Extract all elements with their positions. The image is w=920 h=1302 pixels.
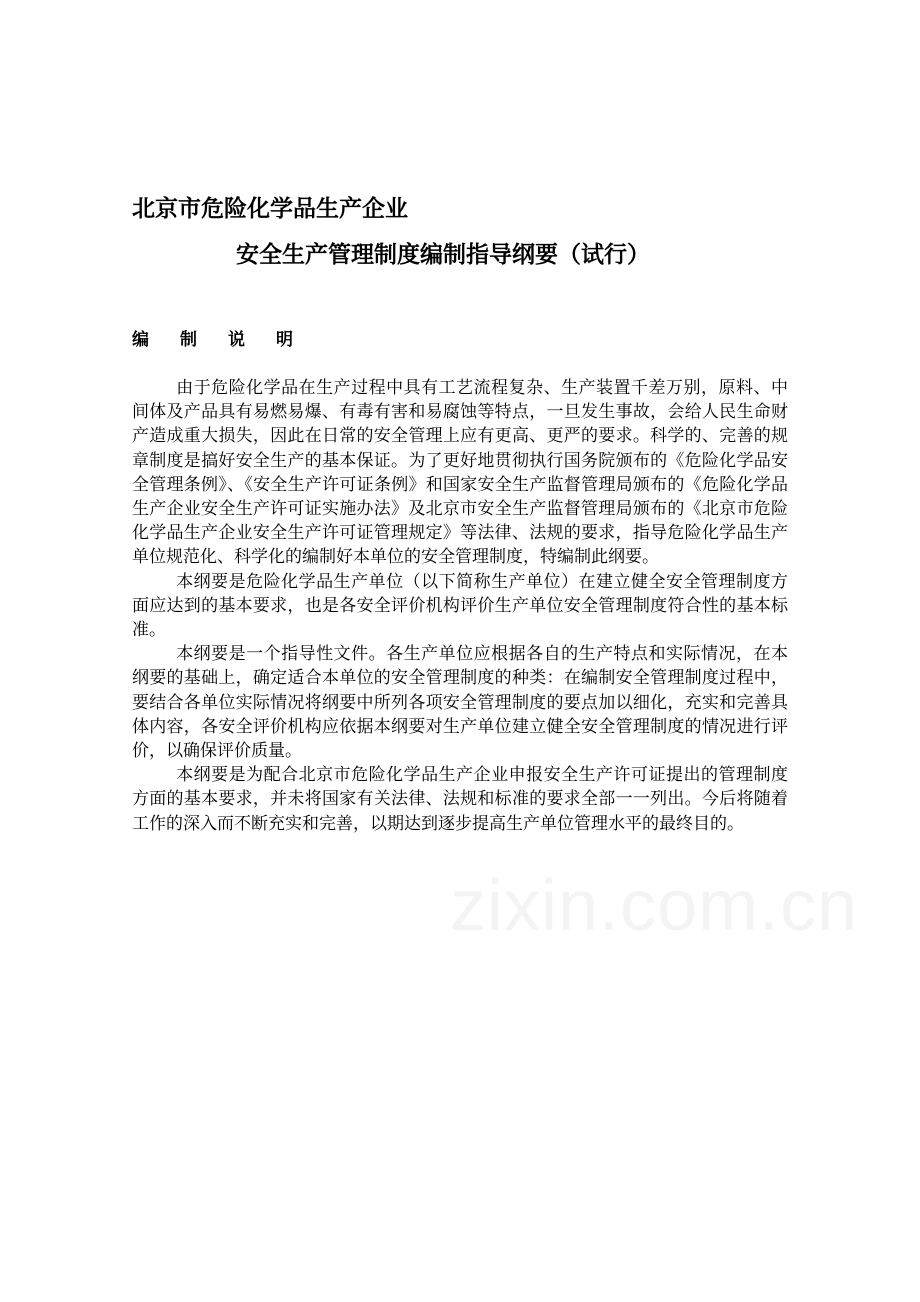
paragraph: 本纲要是为配合北京市危险化学品生产企业申报安全生产许可证提出的管理制度方面的基本要求，并未将国家有关法律、法规和标准的要求全部一一列出。今后将随着工作的深入而不断充实和完善，以期达到逐步提高生产单位管理水平的最终目的。 (132, 765, 788, 834)
body-text (132, 376, 788, 836)
watermark: zixin.com.cn (450, 866, 859, 946)
document-title: 北京市危险化学品生产企业 (132, 196, 408, 222)
paragraph: 本纲要是危险化学品生产单位（以下简称生产单位）在建立健全安全管理制度方面应达到的基本要求，也是各安全评价机构评价生产单位安全管理制度符合性的基本标准。 (132, 571, 788, 641)
paragraph: 本纲要是一个指导性文件。各生产单位应根据各自的生产特点和实际情况，在本纲要的基础上，确定适合本单位的安全管理制度的种类：在编制安全管理制度过程中，要结合各单位实际情况将纲要中所列各项安全管理制度的要点加以细化，充实和完善具体内容，各安全评价机构应依据本纲要对生产单位建立健全安全管理制度的情况进行评价，以确保评价质量。 (132, 644, 788, 762)
paragraph: 由于危险化学品在生产过程中具有工艺流程复杂、生产装置千差万别，原料、中间体及产品具有易燃易爆、有毒有害和易腐蚀等特点，一旦发生事故，会给人民生命财产造成重大损失，因此在日常的安全管理上应有更高、更严的要求。科学的、完善的规章制度是搞好安全生产的基本保证。为了更好地贯彻执行国务院颁布的《危险化学品安全管理条例》、《安全生产许可证条例》和国家安全生产监督管理局颁布的《危险化学品生产企业安全生产许可证实施办法》及北京市安全生产监督管理局颁布的《北京市危险化学品生产企业安全生产许可证管理规定》等法律、法规的要求，指导危险化学品生产单位规范化、科学化的编制好本单位的安全管理制度，特编制此纲要。 (132, 378, 788, 568)
section-heading: 编制说明 (132, 330, 324, 350)
document-subtitle: 安全生产管理制度编制指导纲要（试行） (236, 242, 650, 268)
